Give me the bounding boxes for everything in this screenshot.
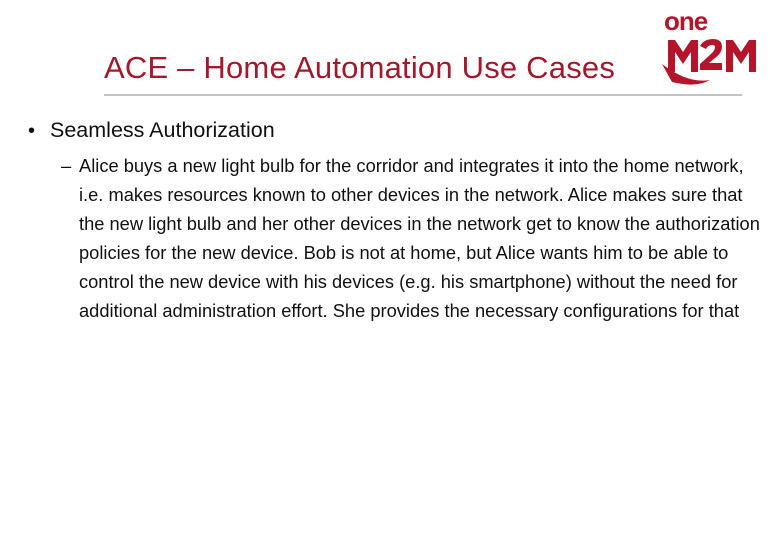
bullet-text: Seamless Authorization (50, 118, 275, 142)
bullet-dot-icon: • (28, 120, 36, 142)
sub-bullet-text: Alice buys a new light bulb for the corridor and integrates it into the home network, i.e. makes resources known to other devices in the network. Alice makes sure that the new light bulb and her other devices in the network get to know the authorization policies for the new device. Bob is not at home, but Alice wants him to be able to control the new device with his devices (e.g. his smartphone) without the need for additional administration effort. She provides the necessary configurations for that (79, 155, 760, 321)
onem2m-logo (658, 6, 770, 98)
bullet-item (28, 118, 768, 143)
title-divider (104, 94, 742, 96)
svg-text:one: one (664, 6, 708, 36)
bullet-list (28, 118, 768, 325)
slide-title: ACE – Home Automation Use Cases (104, 50, 616, 85)
sub-bullet-item (61, 151, 768, 325)
sub-bullet-dash-icon: – (61, 155, 72, 176)
